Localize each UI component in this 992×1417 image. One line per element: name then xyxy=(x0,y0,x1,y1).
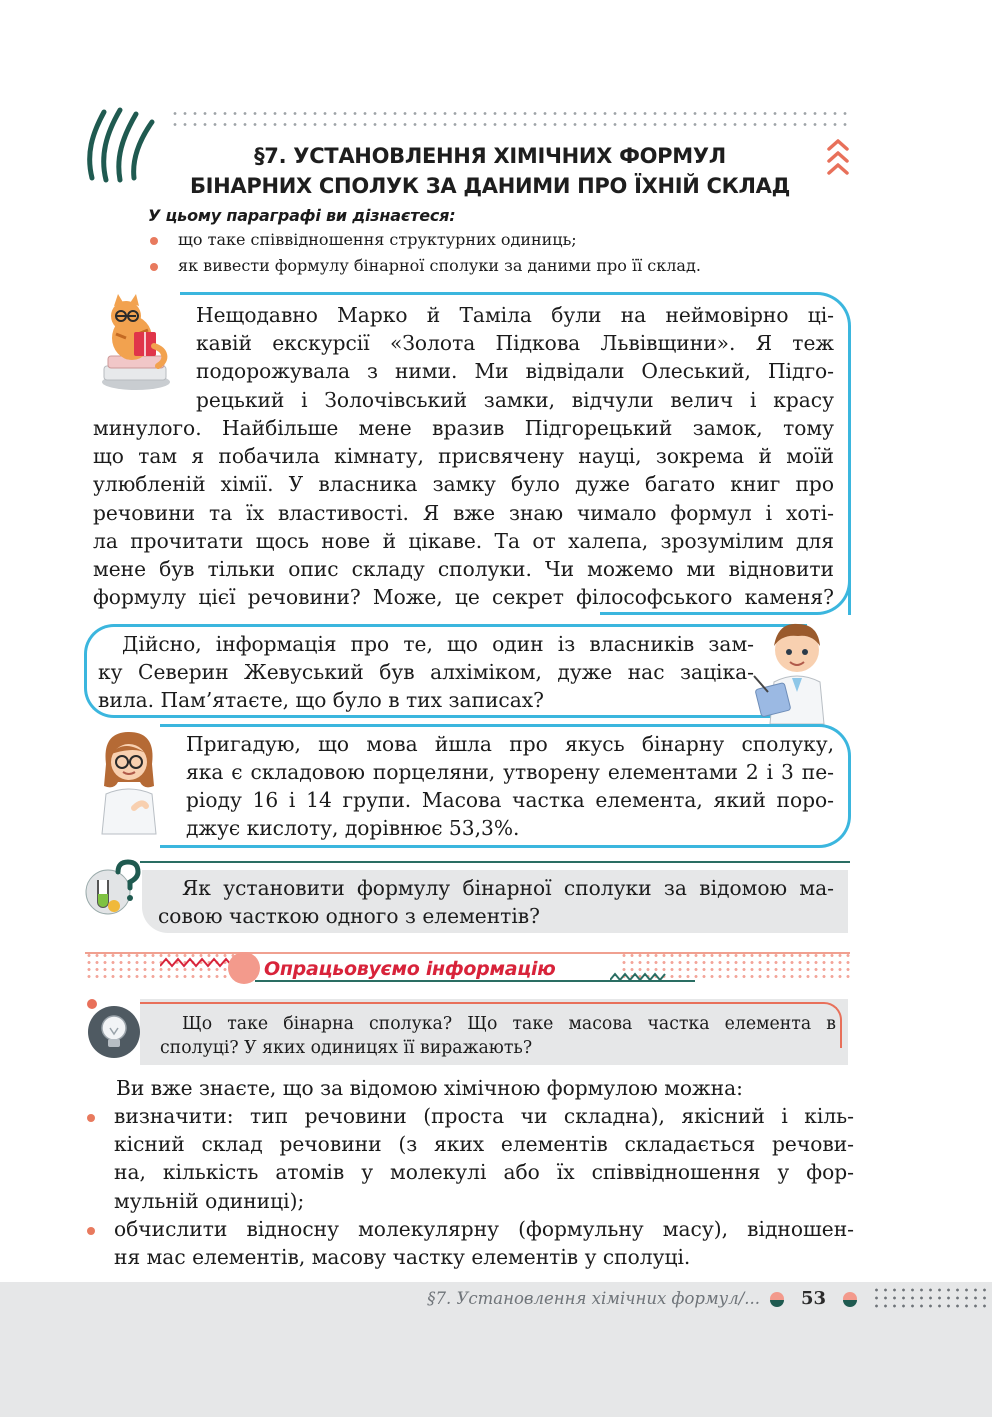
text-line: мене був тільки опис складу сполуки. Чи можемо ми відновити xyxy=(93,557,834,582)
bullet-dot-icon xyxy=(87,1114,95,1122)
text-line: Нещодавно Марко й Таміла були на неймовірно ці- xyxy=(196,303,834,327)
intro-heading: У цьому параграфі ви дізнаєтеся: xyxy=(148,206,456,225)
text-line: совою часткою одного з елементів? xyxy=(158,904,540,929)
cat-reading-book-icon xyxy=(92,294,178,394)
text-line: минулого. Найбільше мене вразив Підгорецький замок, тому xyxy=(93,416,834,440)
text-line: обчислити відносну молекулярну (формульну масу), відношен- xyxy=(114,1217,854,1241)
text-line: джує кислоту, дорівнює 53,3%. xyxy=(186,816,520,841)
page-title-line2: БІНАРНИХ СПОЛУК ЗА ДАНИМИ ПРО ЇХНІЙ СКЛАД xyxy=(189,174,791,198)
intro-bullet: що таке співвідношення структурних одиниць; xyxy=(178,230,577,249)
text-line: Дійсно, інформація про те, що один із власників зам- xyxy=(122,632,754,656)
question-text xyxy=(158,874,834,930)
bullet-dot-icon xyxy=(87,1227,95,1235)
text-line: Що таке бінарна сполука? Що таке масова частка елемента в xyxy=(182,1014,836,1034)
text-line: мульній одиниці); xyxy=(114,1188,305,1213)
text-line: кавій екскурсії «Золота Підкова Львівщини». Я теж xyxy=(196,331,834,356)
question-flask-icon xyxy=(84,858,142,918)
cat-text xyxy=(93,414,834,611)
text-line: ку Северин Жевуський був алхіміком, дуже нас заціка- xyxy=(98,660,754,685)
question-divider xyxy=(140,861,850,863)
zigzag-icon xyxy=(610,972,666,982)
text-line: кісний склад речовини (з яких елементів складається речови- xyxy=(114,1132,854,1157)
text-line: що там я побачила кімнату, присвячену науці, зокрема й моїй xyxy=(93,444,834,469)
lightbulb-icon xyxy=(86,1004,142,1060)
boy-scientist-icon xyxy=(752,612,842,726)
text-line: ріоду 16 і 14 групи. Масова частка елемента, який поро- xyxy=(186,788,834,813)
cat-text-indented xyxy=(196,301,834,414)
text-line: сполуці? У яких одиницях її виражають? xyxy=(160,1038,533,1058)
girl-scientist-icon xyxy=(94,724,164,836)
text-line: ла прочитати щось нове й цікаве. Та от халепа, зрозумілим для xyxy=(93,528,834,553)
text-line: Як установити формулу бінарної сполуки за відомою ма- xyxy=(182,876,834,900)
boy-text xyxy=(98,630,754,715)
girl-text xyxy=(186,758,834,843)
text-line: рецький і Золочівський замки, відчули велич і красу xyxy=(196,387,834,412)
text-line: Ви вже знаєте, що за відомою хімічною формулою можна: xyxy=(116,1076,743,1100)
dotted-band xyxy=(872,1286,992,1312)
zigzag-icon xyxy=(160,956,232,970)
page-number: 53 xyxy=(801,1288,827,1309)
recall-text xyxy=(160,1012,836,1060)
footer-dot-icon xyxy=(769,1291,785,1307)
text-line: ня мас елементів, масову частку елементів у сполуці. xyxy=(114,1245,691,1270)
text-line: на, кількість атомів у молекулі або їх співвідношення у фор- xyxy=(114,1160,854,1185)
bullet-dot-icon xyxy=(150,263,158,271)
text-line: формулу цієї речовини? Може, це секрет філософського каменя? xyxy=(93,585,834,610)
section-circle-icon xyxy=(228,952,260,984)
bullet-dot-icon xyxy=(150,237,158,245)
section-heading: Опрацьовуємо інформацію xyxy=(264,958,556,980)
footer-dot-icon xyxy=(842,1291,858,1307)
girl-text-first xyxy=(186,730,834,758)
text-line: яка є складовою порцеляни, утворену елементами 2 і 3 пе- xyxy=(186,760,834,784)
dotted-band xyxy=(170,108,850,130)
intro-bullet: як вивести формулу бінарної сполуки за даними про її склад. xyxy=(178,256,701,275)
section-rule-top xyxy=(85,952,850,954)
text-line: речовини та їх властивості. Я вже знаю чимало формул і хоті- xyxy=(93,500,834,525)
body-lead xyxy=(116,1074,856,1102)
text-line: Пригадую, що мова йшла про якусь бінарну сполуку, xyxy=(186,732,834,756)
text-line: вила. Пам’ятаєте, що було в тих записах? xyxy=(98,688,544,713)
body-bullet-2 xyxy=(114,1215,854,1271)
text-line: подорожувала з ними. Ми відвідали Олеський, Підго- xyxy=(196,359,834,384)
running-title: §7. Установлення хімічних формул/... xyxy=(427,1289,760,1308)
page-title-line1: §7. УСТАНОВЛЕННЯ ХІМІЧНИХ ФОРМУЛ xyxy=(254,144,726,168)
text-line: улюбленій хімії. У власника замку було дуже багато книг про xyxy=(93,472,834,497)
body-bullet-1 xyxy=(114,1102,854,1215)
text-line: визначити: тип речовини (проста чи складна), якісний і кіль- xyxy=(114,1104,854,1128)
